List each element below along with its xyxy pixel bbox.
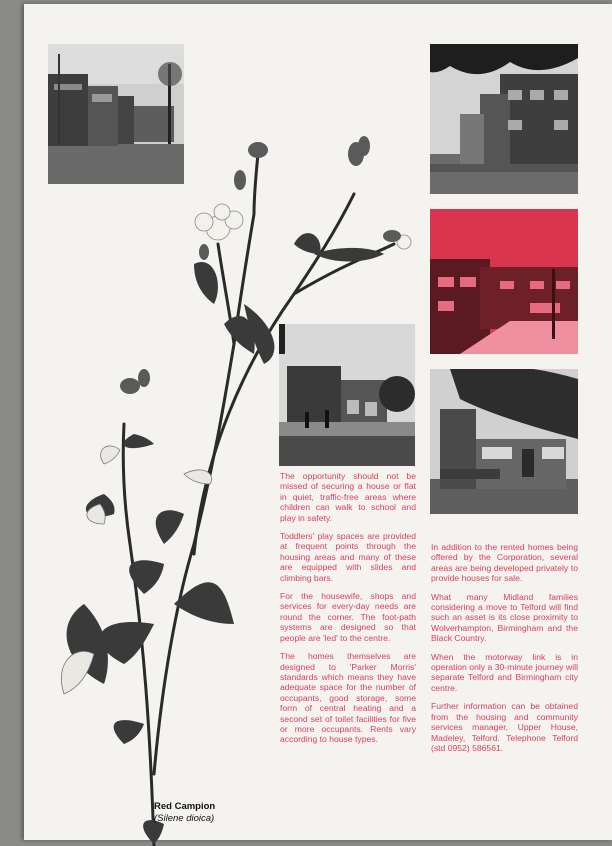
paragraph-houses-for-sale: In addition to the rented homes being offered by the Corporation, several areas are being developed privately to provide houses for sale. [431, 542, 578, 584]
paragraph-further-information: Further information can be obtained from the housing and community services manager, Upper House, Madeley, Telford. Telephone Telford (std 0952) 586561. [431, 701, 578, 753]
text-column-middle [280, 471, 416, 753]
paragraph-proximity: What many Midland families considering a move to Telford will find such an asset is its close proximity to Wolverhampton, Birmingham and the Black Country. [431, 591, 578, 644]
paragraph-play-spaces: Toddlers' play spaces are provided at frequent points through the housing areas and many of these are equipped with slides and climbing bars. [280, 531, 416, 583]
paragraph-safe-areas: The opportunity should not be missed of securing a house or flat in quiet, traffic-free areas where children can walk to school and play in safety. [280, 471, 416, 523]
brochure-page [24, 4, 612, 840]
paragraph-shops-services: For the housewife, shops and services for every-day needs are round the corner. The foot-path systems are designed so that people are 'led' to the centre. [280, 591, 416, 643]
caption-latin-name: (Silene dioica) [154, 813, 215, 824]
text-column-right [431, 542, 578, 761]
paragraph-motorway-link: When the motorway link is in operation only a 30-minute journey will separate Telford and Birmingham city centre. [431, 651, 578, 693]
caption-common-name: Red Campion [154, 801, 216, 812]
plant-caption [154, 801, 215, 825]
paragraph-parker-morris: The homes themselves are designed to 'Parker Morris' standards which means they have adequate space for the number of occupants, good storage, some form of central heating and a second set of toilet facilities for five or more occupants. Rents vary according to house types. [280, 651, 416, 745]
